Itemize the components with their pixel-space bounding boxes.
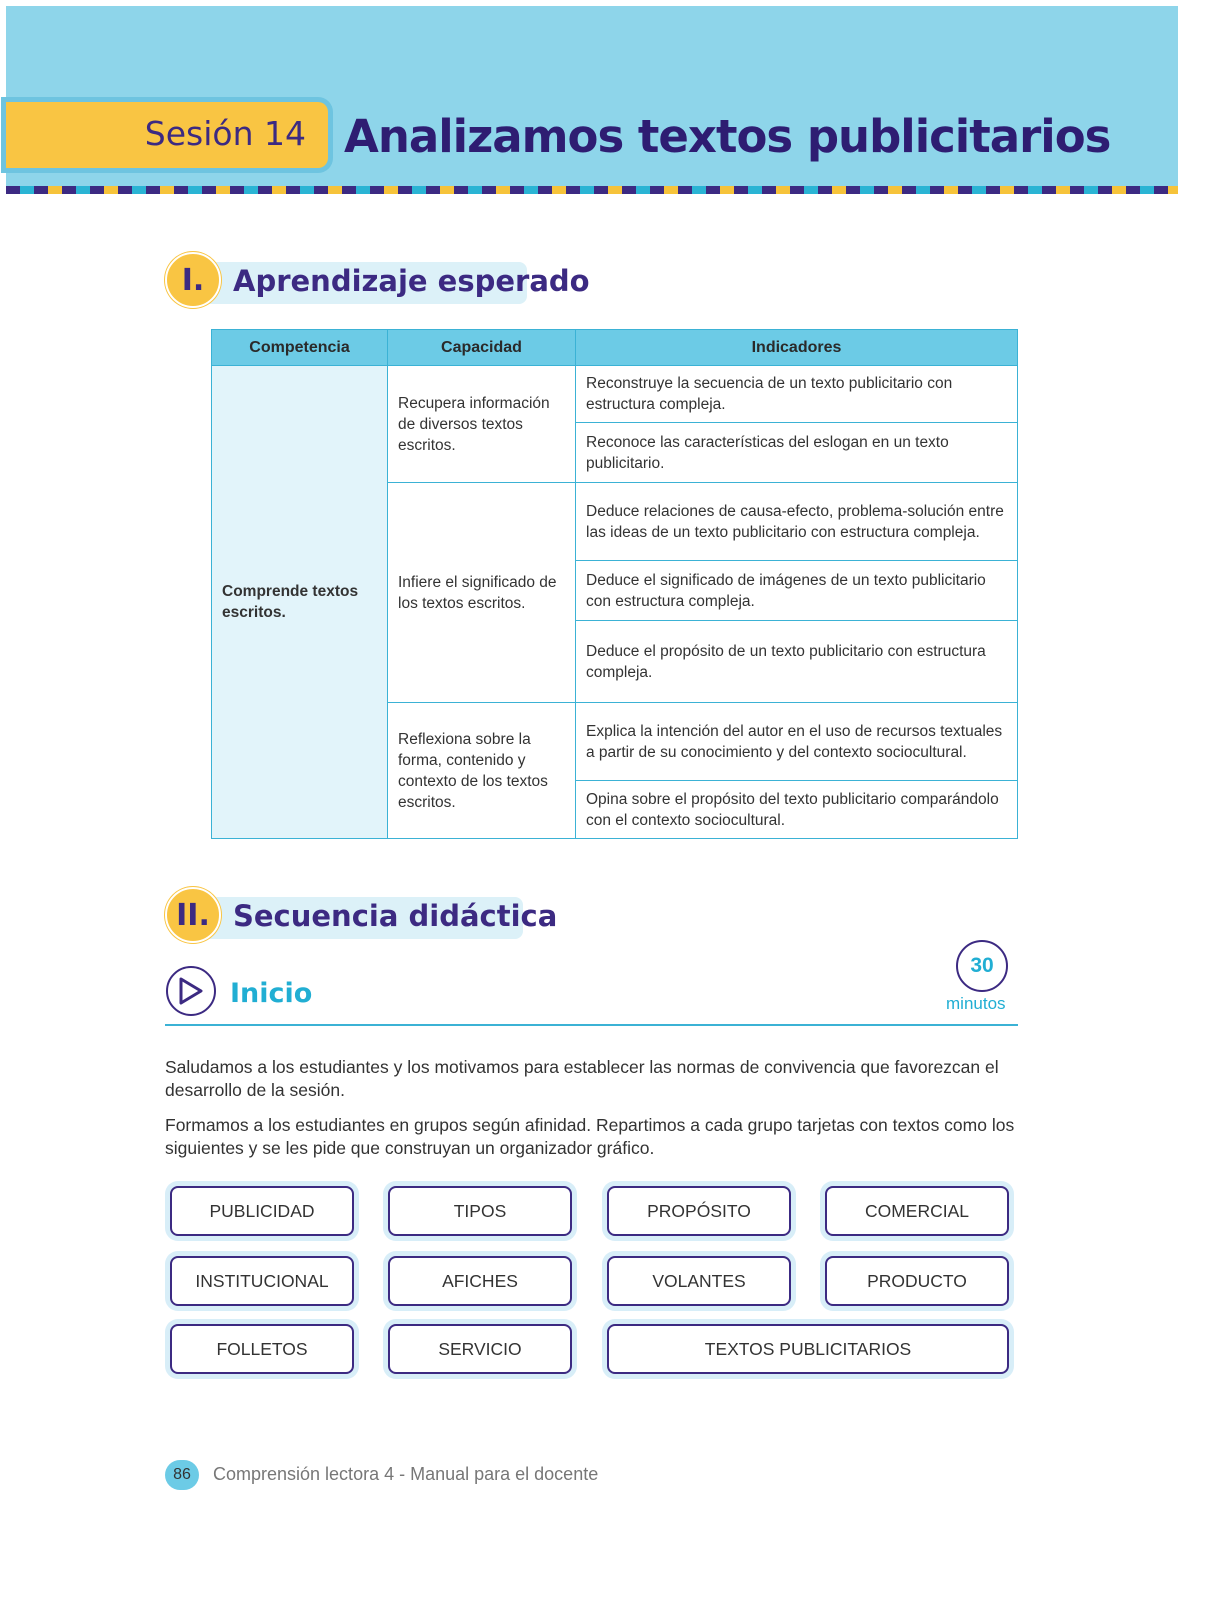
section-heading-aprendizaje (165, 258, 590, 304)
footer-text: Comprensión lectora 4 - Manual para el docente (213, 1464, 599, 1484)
card-producto: PRODUCTO (825, 1256, 1009, 1306)
play-icon (166, 966, 216, 1016)
capacidad-cell: Reflexiona sobre la forma, contenido y contexto de los textos escritos. (388, 703, 576, 839)
session-tab (6, 102, 328, 168)
indicador-cell: Explica la intención del autor en el uso de recursos textuales a partir de su conocimiento y del contexto sociocultural. (576, 703, 1018, 781)
indicador-cell: Opina sobre el propósito del texto publicitario comparándolo con el contexto sociocultural. (576, 781, 1018, 839)
card-comercial: COMERCIAL (825, 1186, 1009, 1236)
table-header-capacidad: Capacidad (388, 330, 576, 366)
timer-value: 30 (970, 954, 994, 977)
inicio-title: Inicio (230, 978, 313, 1009)
card-volantes: VOLANTES (607, 1256, 791, 1306)
paragraph: Formamos a los estudiantes en grupos según afinidad. Repartimos a cada grupo tarjetas con textos como los siguientes y se les pide que construyan un organizador gráfico. (165, 1115, 1015, 1158)
indicador-cell: Reconstruye la secuencia de un texto publicitario con estructura compleja. (576, 366, 1018, 423)
table-header-indicadores: Indicadores (576, 330, 1018, 366)
competencia-cell: Comprende textos escritos. (212, 366, 388, 839)
indicador-cell: Reconoce las características del eslogan en un texto publicitario. (576, 423, 1018, 483)
header-stripe (6, 186, 1178, 194)
section-number-badge: II. (165, 887, 221, 943)
timer-icon (956, 940, 1008, 992)
indicador-cell: Deduce relaciones de causa-efecto, problema-solución entre las ideas de un texto publicitario con estructura compleja. (576, 483, 1018, 561)
divider (165, 1024, 1018, 1026)
card-servicio: SERVICIO (388, 1324, 572, 1374)
page-number: 86 (165, 1460, 199, 1490)
card-afiches: AFICHES (388, 1256, 572, 1306)
paragraph: Saludamos a los estudiantes y los motivamos para establecer las normas de convivencia que favorezcan el desarrollo de la sesión. (165, 1057, 999, 1100)
section-title: Secuencia didáctica (233, 899, 558, 933)
page-header (6, 6, 1178, 194)
timer-label: minutos (946, 994, 1006, 1013)
card-publicidad: PUBLICIDAD (170, 1186, 354, 1236)
card-textos-publicitarios: TEXTOS PUBLICITARIOS (607, 1324, 1009, 1374)
section-title: Aprendizaje esperado (233, 264, 590, 298)
table-header-competencia: Competencia (212, 330, 388, 366)
card-institucional: INSTITUCIONAL (170, 1256, 354, 1306)
card-proposito: PROPÓSITO (607, 1186, 791, 1236)
indicador-cell: Deduce el propósito de un texto publicitario con estructura compleja. (576, 621, 1018, 703)
page-title: Analizamos textos publicitarios (344, 110, 1111, 163)
section-heading-secuencia (165, 893, 558, 939)
section-number-badge: I. (165, 252, 221, 308)
card-tipos: TIPOS (388, 1186, 572, 1236)
indicador-cell: Deduce el significado de imágenes de un texto publicitario con estructura compleja. (576, 561, 1018, 621)
capacidad-cell: Infiere el significado de los textos escritos. (388, 483, 576, 703)
capacidad-cell: Recupera información de diversos textos escritos. (388, 366, 576, 483)
session-label: Sesión 14 (144, 114, 306, 153)
competencies-table (211, 329, 1018, 839)
card-folletos: FOLLETOS (170, 1324, 354, 1374)
